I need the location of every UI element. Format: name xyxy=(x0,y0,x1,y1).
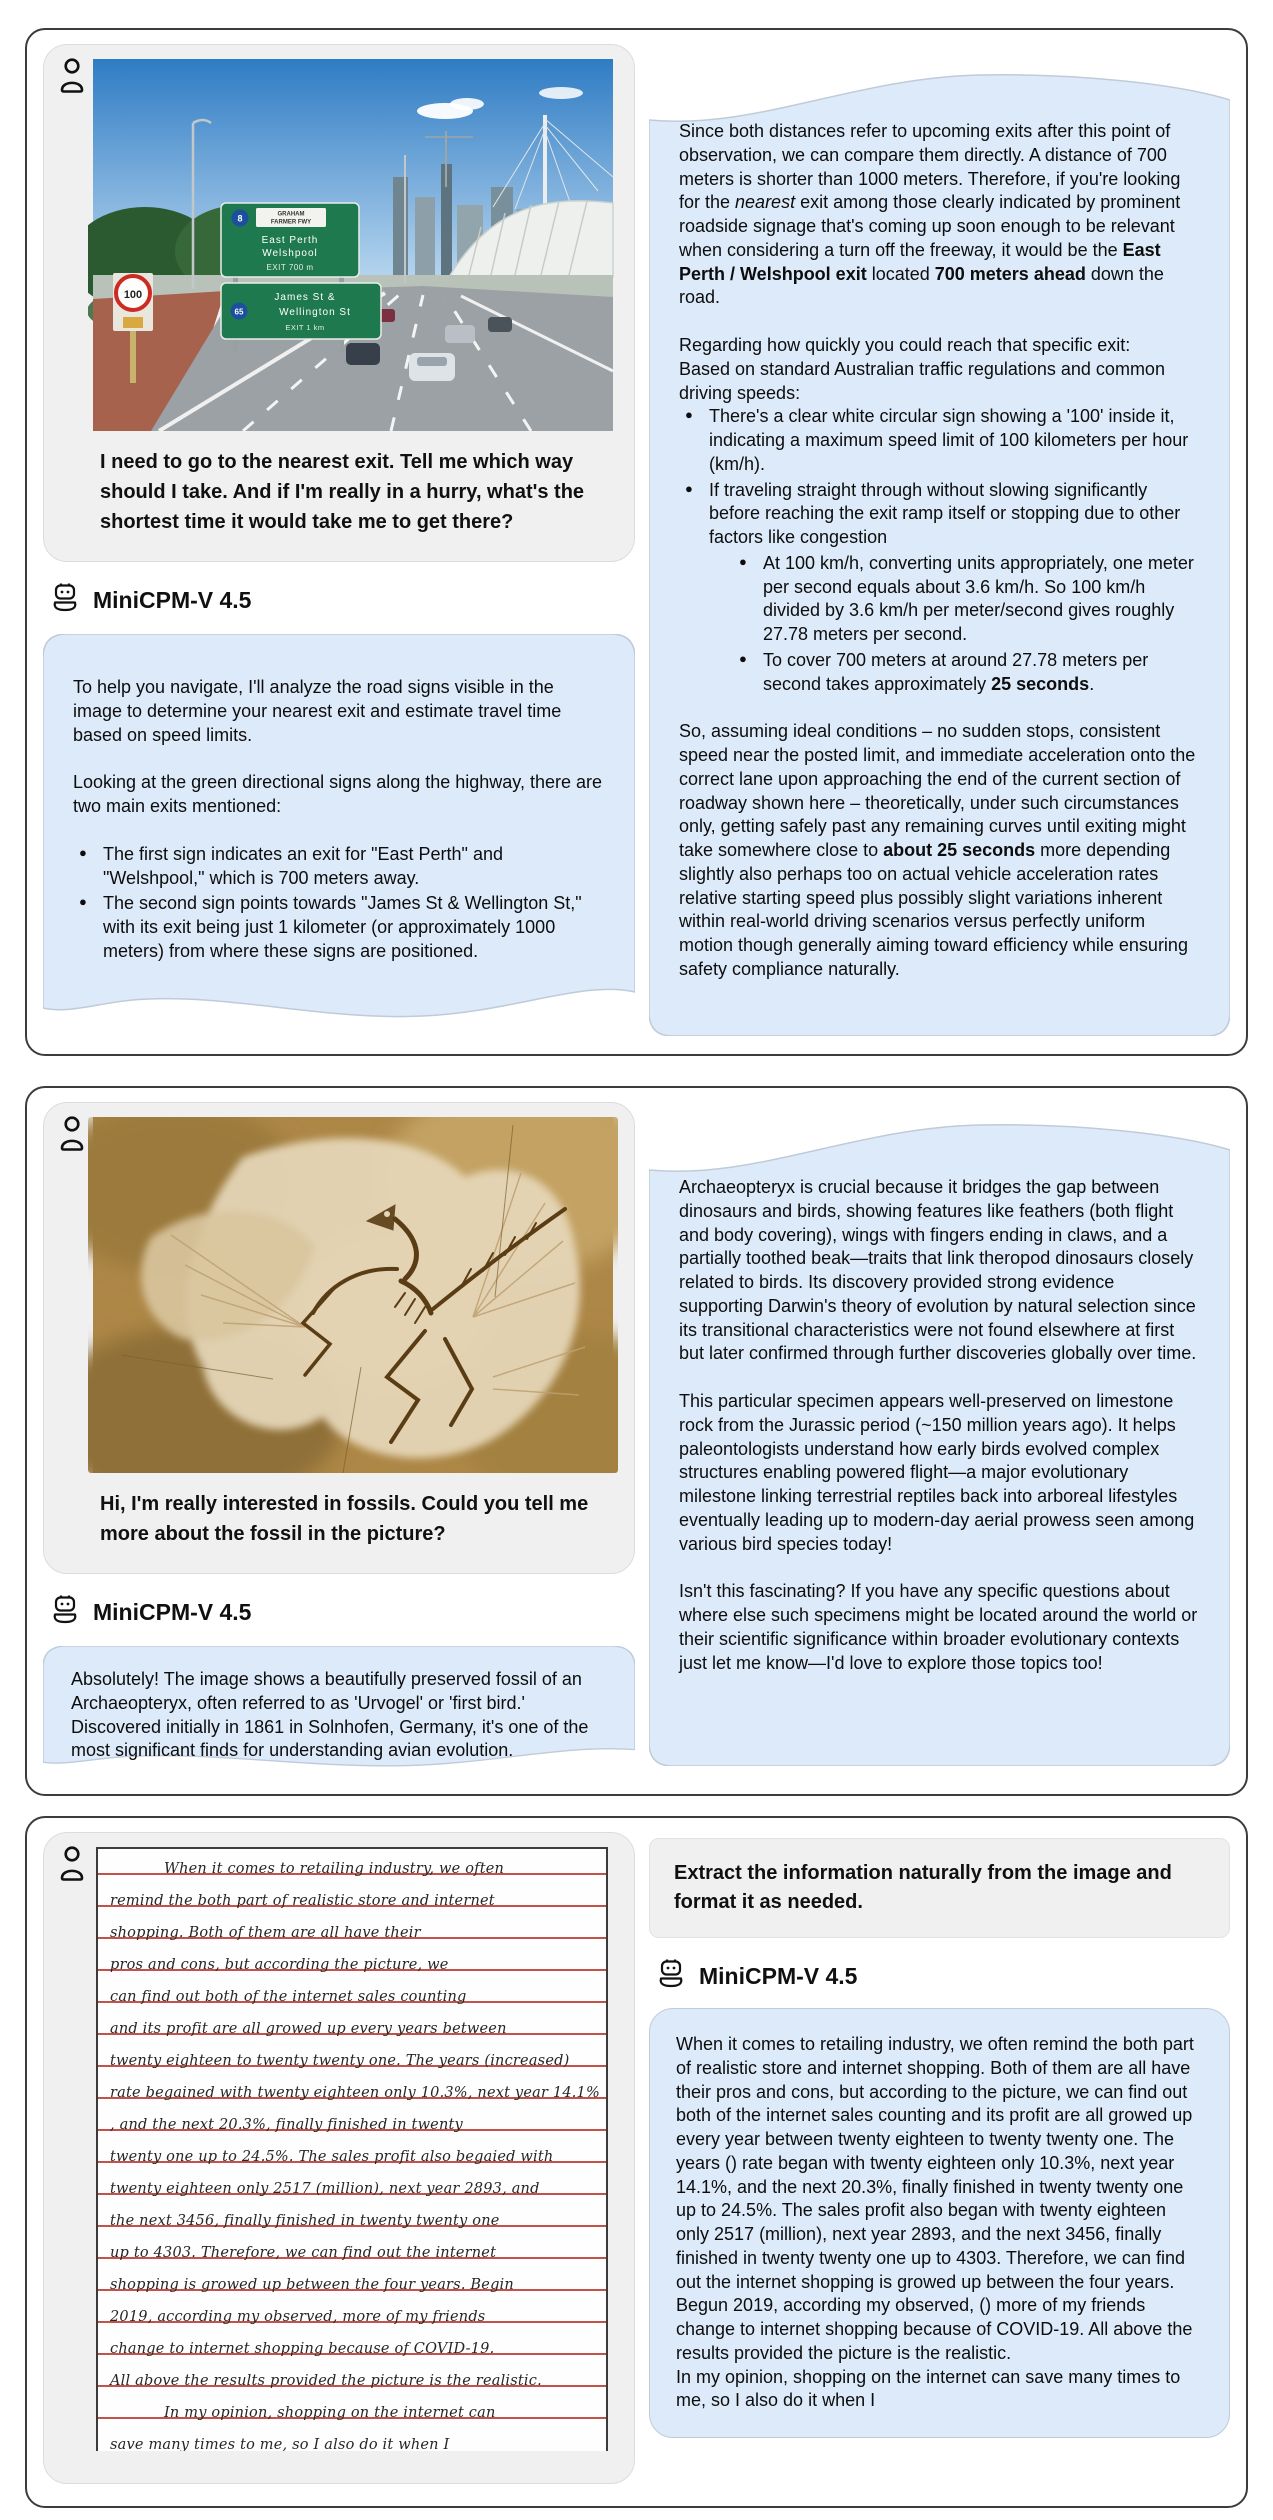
route-shield-65: 65 xyxy=(234,307,244,317)
assistant-reply-bubble xyxy=(43,634,635,1034)
handwriting-line: rate begained with twenty eighteen only 10.3%, next year 14.1% xyxy=(110,2085,600,2101)
sign1-exit-distance: EXIT 700 m xyxy=(266,263,314,272)
handwriting-line: shopping is growed up between the four years. Begin xyxy=(110,2277,514,2293)
robot-icon xyxy=(655,1958,687,1994)
list-item: ● To cover 700 meters at around 27.78 meters per second takes approximately 25 seconds. xyxy=(759,649,1202,697)
speed-analysis-list xyxy=(679,405,1202,696)
sign2-destination-1: James St & xyxy=(274,292,336,303)
reply-paragraph: Archaeopteryx is crucial because it bridges the gap between dinosaurs and birds, showing features like feathers (both flight and body covering), wings with fingers ending in claws, and a partially toothed beak—traits that link theropod dinosaurs closely related to birds. Its discovery provided strong evidence supporting Darwin's theory of evolution by natural selection since its transitional characteristics were not found elsewhere at first but later confirmed through further discoveries globally over time. xyxy=(679,1177,1197,1364)
user-icon xyxy=(57,1845,87,1888)
handwriting-line: twenty eighteen to twenty twenty one. The years (increased) xyxy=(110,2053,570,2069)
freeway-name-line1: GRAHAM xyxy=(277,211,305,218)
model-name: MiniCPM-V 4.5 xyxy=(93,586,252,613)
handwriting-line: remind the both part of realistic store and internet xyxy=(110,1893,495,1909)
reply-paragraph: Based on standard Australian traffic regulations and common driving speeds: xyxy=(679,358,1165,403)
list-item: ● There's a clear white circular sign showing a '100' inside it, indicating a maximum speed limit of 100 kilometers per hour (km/h). xyxy=(705,405,1202,476)
user-icon xyxy=(57,1115,87,1158)
list-item: ● The second sign points towards "James St & Wellington St," with its exit being just 1 kilometer (or approximately 1000 meters) from where these signs are positioned. xyxy=(99,892,607,963)
sign2-exit-distance: EXIT 1 km xyxy=(285,323,325,332)
model-label-row xyxy=(49,1594,635,1630)
reply-paragraph: So, assuming ideal conditions – no sudden stops, consistent speed near the posted limit, and immediate acceleration onto the correct lane upon approaching the end of the current section of roadway shown here – theoretically, under such circumstances only, getting safely past any remaining curves until exiting might take somewhere close to about 25 seconds more depending slightly also perhaps too on actual vehicle acceleration rates relative starting speed plus possibly slight variations inherent within real-world driving scenarios versus perfectly uniform motion though generally aiming toward efficiency while ensuring safety compliance naturally. xyxy=(679,721,1196,979)
route-shield-8: 8 xyxy=(237,213,243,224)
handwriting-line: change to internet shopping because of COVID-19. xyxy=(110,2341,495,2357)
handwriting-line: When it comes to retailing industry, we often xyxy=(164,1861,505,1877)
reply-paragraph: Since both distances refer to upcoming exits after this point of observation, we can compare them directly. A distance of 700 meters is shorter than 1000 meters. Therefore, if you're looking for the nearest exit among those clearly indicated by prominent roadside signage that's coming up soon enough to be relevant when considering a turn off the freeway, it would be the East Perth / Welshpool exit located 700 meters ahead down the road. xyxy=(679,121,1181,308)
handwriting-line: pros and cons, but according the picture, we xyxy=(110,1957,449,1973)
user-message-bubble xyxy=(43,44,635,562)
handwriting-line: and its profit are all growed up every years between xyxy=(110,2021,507,2037)
robot-icon xyxy=(49,582,81,618)
model-name: MiniCPM-V 4.5 xyxy=(699,1962,858,1989)
demo-panel-navigation xyxy=(25,28,1248,1056)
user-message-bubble xyxy=(43,1102,635,1574)
model-label-row xyxy=(49,582,635,618)
reply-paragraph: Regarding how quickly you could reach that specific exit: xyxy=(679,335,1131,355)
handwriting-line: can find out both of the internet sales counting xyxy=(110,1989,467,2005)
list-item: ● If traveling straight through without slowing significantly before reaching the exit ramp itself or stopping due to other factors like congestion ● At 100 km/h, converting units appropriately, one meter per second equals about 3.6 km/h. So 100 km/h divided by 3.6 km/h per meter/second gives roughly 27.78 meters per second. ● To cover 700 meters at around 27.78 meters per second takes approximately 25 seconds. xyxy=(705,479,1202,697)
list-item: ● The first sign indicates an exit for "East Perth" and "Welshpool," which is 700 meters away. xyxy=(99,843,607,891)
robot-icon xyxy=(49,1594,81,1630)
assistant-reply-bubble xyxy=(649,2008,1230,2438)
highway-photo xyxy=(88,59,618,431)
reply-paragraph: This particular specimen appears well-preserved on limestone rock from the Jurassic period (~150 million years ago). It helps paleontologists understand how early birds evolved complex structures enabling powered flight—a major evolutionary milestone linking terrestrial reptiles back into arboreal lifestyles eventually leading up to modern-day aerial prowess seen among various bird species today! xyxy=(679,1391,1195,1554)
demo-panel-fossil xyxy=(25,1086,1248,1796)
sign2-destination-2: Wellington St xyxy=(279,307,351,318)
assistant-reply-bubble-continued xyxy=(649,68,1230,1036)
reply-paragraph: In my opinion, shopping on the internet can save many times to me, so I also do it when I xyxy=(676,2366,1181,2411)
handwriting-line: shopping. Both of them are all have their xyxy=(110,1925,421,1941)
sign1-destination-2: Welshpool xyxy=(262,248,318,259)
assistant-reply-bubble xyxy=(43,1646,635,1780)
handwriting-line: 2019, according my observed, more of my friends xyxy=(110,2309,486,2325)
exit-sign-2 xyxy=(221,283,381,339)
fossil-photo xyxy=(88,1117,618,1473)
user-icon xyxy=(57,57,87,100)
handwriting-photo xyxy=(96,1847,608,2451)
list-item: ● At 100 km/h, converting units appropriately, one meter per second equals about 3.6 km/h. So 100 km/h divided by 3.6 km/h per meter/second gives roughly 27.78 meters per second. xyxy=(759,552,1202,647)
assistant-reply-bubble-continued xyxy=(649,1118,1230,1766)
handwriting-line: up to 4303. Therefore, we can find out the internet xyxy=(110,2245,497,2261)
reply-paragraph: To help you navigate, I'll analyze the road signs visible in the image to determine your nearest exit and estimate travel time based on speed limits. xyxy=(73,677,562,745)
speed-analysis-sublist xyxy=(733,552,1202,697)
reply-paragraph: Absolutely! The image shows a beautifully preserved fossil of an Archaeopteryx, often referred to as 'Urvogel' or 'first bird.' Discovered initially in 1861 in Solnhofen, Germany, it's one of the most significant finds for understanding avian evolution. xyxy=(71,1669,589,1761)
handwriting-line: save many times to me, so I also do it when I xyxy=(110,2437,450,2451)
reply-paragraph: Isn't this fascinating? If you have any specific questions about where else such specimens might be located around the world or their scientific significance within broader evolutionary contexts just let me know—I'd love to explore those topics too! xyxy=(679,1581,1198,1673)
user-message-bubble xyxy=(43,1832,635,2484)
handwriting-line: twenty one up to 24.5%. The sales profit also begaied with xyxy=(110,2149,554,2165)
handwriting-line: All above the results provided the picture is the realistic. xyxy=(110,2373,542,2389)
user-prompt-bubble: Extract the information naturally from the image and format it as needed. xyxy=(649,1838,1230,1938)
handwriting-line: twenty eighteen only 2517 (million), next year 2893, and xyxy=(110,2181,540,2197)
handwriting-line: the next 3456, finally finished in twenty twenty one xyxy=(110,2213,500,2229)
model-label-row xyxy=(655,1958,1230,1994)
reply-paragraph: When it comes to retailing industry, we often remind the both part of realistic store and internet shopping. Both of them are all have their pros and cons, but according to the picture, we can find out both of the internet sales counting and its profit are all growed up every year between twenty eighteen to twenty twenty one. The years () rate began with twenty eighteen only 10.3%, next year 14.1%, and the next 20.3%, finally finished in twenty twenty one up to 24.5%. The sales profit also began with twenty eighteen only 2517 (million), next year 2893, and the next 3456, finally finished in twenty twenty one up to 4303. Therefore, we can find out the internet shopping is growed up between the four years. Begun 2019, according my observed, () more of my friends change to internet shopping because of COVID-19. All above the results provided the picture is the realistic. xyxy=(676,2034,1194,2363)
user-question: I need to go to the nearest exit. Tell me which way should I take. And if I'm really in a hurry, what's the shortest time it would take me to get there? xyxy=(100,451,585,533)
exit-list xyxy=(73,843,607,964)
demo-panel-handwriting xyxy=(25,1816,1248,2508)
exit-sign-1 xyxy=(221,203,359,277)
model-name: MiniCPM-V 4.5 xyxy=(93,1598,252,1625)
handwriting-line: In my opinion, shopping on the internet can xyxy=(164,2405,496,2421)
handwriting-line: , and the next 20.3%, finally finished in twenty xyxy=(110,2117,463,2133)
user-question: Hi, I'm really interested in fossils. Could you tell me more about the fossil in the picture? xyxy=(100,1493,589,1545)
sign1-destination-1: East Perth xyxy=(261,235,319,246)
speed-limit-value: 100 xyxy=(123,289,143,301)
reply-paragraph: Looking at the green directional signs along the highway, there are two main exits mentioned: xyxy=(73,772,603,816)
freeway-name-line2: FARMER FWY xyxy=(270,219,312,226)
